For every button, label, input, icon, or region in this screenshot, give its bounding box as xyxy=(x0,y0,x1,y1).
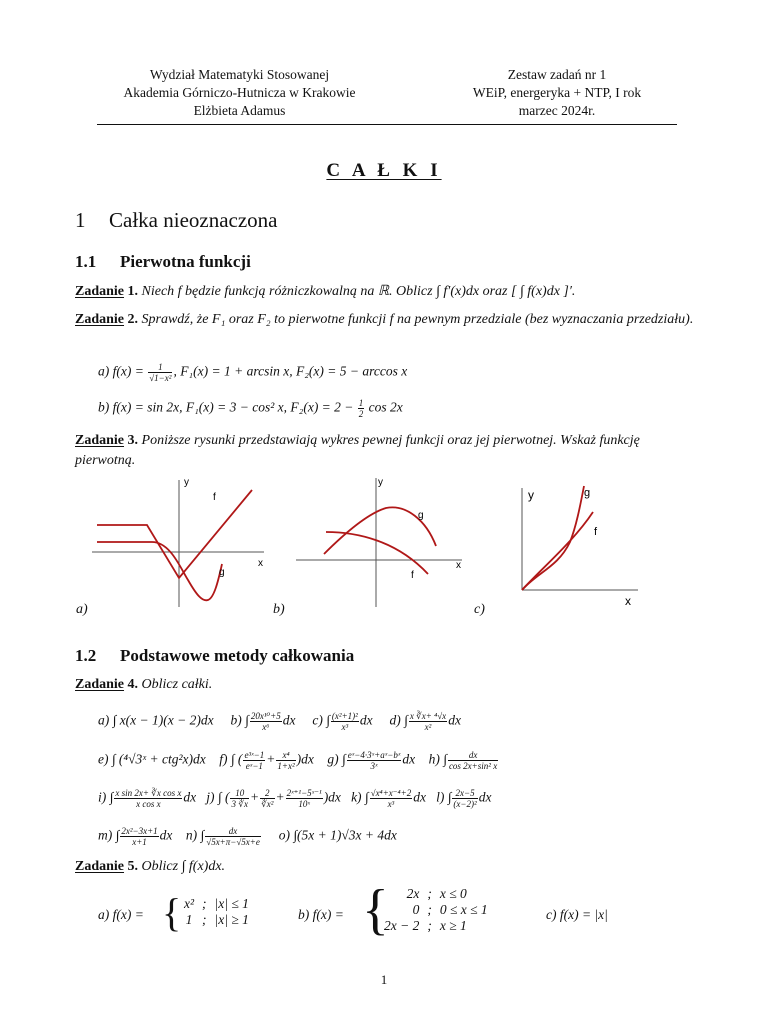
header-right-line-2: WEiP, energeryka + NTP, I rok xyxy=(472,85,642,100)
task-5-a-prefix: a) f(x) = xyxy=(98,907,144,922)
task-4-row-3: i) ∫ $\frac{\text{x sin 2x+ ∛x cos x}}{\text{x cos x}}$ dx j) ∫ ( $\frac{10}{3 ∛x}$ + $\frac{2}{\text{∛x²}}$ + $\frac{\text{2ˣ⁺¹−5ˣ⁻¹}}{\text{10ˣ}}$ )dx k) ∫ $\frac{\text{√x⁴+x⁻⁴+2}}{\text{x³}}$ dx l) ∫ $\frac{2x-5}{\text{(x−2)²}}$ dx xyxy=(98,788,492,809)
caption-b: b) xyxy=(273,602,285,617)
subsection-heading-1-2: 1.2 Podstawowe metody całkowania xyxy=(75,646,355,665)
page-number: 1 xyxy=(380,972,388,987)
task-3: Zadanie 3. Poniższe rysunki przedstawiają wykres pewnej funkcji oraz jej pierwotnej. Wskaż funkcję pierwotną. xyxy=(75,433,640,468)
x-label: x xyxy=(456,560,461,571)
header-left-line-1: Wydział Matematyki Stosowanej xyxy=(149,67,330,82)
caption-a: a) xyxy=(76,602,88,617)
graph-b xyxy=(296,472,476,612)
task-4: Zadanie 4. Oblicz całki. xyxy=(75,677,213,692)
f-label: f xyxy=(411,570,414,581)
task-5: Zadanie 5. Oblicz ∫ f(x)dx. xyxy=(75,859,226,874)
curve-g xyxy=(97,542,222,600)
curve-f xyxy=(97,490,252,578)
task-4-row-2: e) ∫ (⁴√3ˣ + ctg²x)dx f) ∫ ( $\frac{\text{e³ˣ−1}}{\text{eˣ−1}}$ + $\frac{\text{x⁴}}{\text{1+x²}}$ )dx g) ∫ $\frac{\text{eˣ−4·3ˣ+aˣ−bˣ}}{\text{3ˣ}}$ dx h) ∫ $\frac{dx}{\text{cos 2x+sin² x}}$ xyxy=(98,750,498,771)
header-left-line-3: Elżbieta Adamus xyxy=(193,103,286,118)
curve-f xyxy=(522,512,593,590)
task-2-b: b) f(x) = sin 2x, F₁(x) = 3 − cos² x, F₂(x) = 2 − $\frac{1}{2}$ cos 2x xyxy=(98,398,403,419)
task-2-a: a) f(x) = $\frac{1}{\text{√1−x²}}$ , F₁(x) = 1 + arcsin x, F₂(x) = 5 − arccos x xyxy=(98,362,408,383)
g-label: g xyxy=(219,567,225,578)
f-label: f xyxy=(594,526,598,538)
graph-a xyxy=(92,472,272,612)
f-label: f xyxy=(213,492,216,503)
task-5-b-cases: 2x ; x ≤ 0 0 ; 0 ≤ x ≤ 1 2x − 2 ; x ≥ 1 xyxy=(384,886,488,933)
graph-c xyxy=(498,472,658,612)
task-4-row-1: a) ∫ x(x − 1)(x − 2)dx b) ∫ $\frac{\text{20x¹⁰+5}}{\text{x⁶}}$ dx c) ∫ $\frac{\text{(x²+1)²}}{\text{x³}}$ dx d) ∫ $\frac{\text{x ∛x+ ⁴√x}}{\text{x²}}$ dx xyxy=(98,711,461,732)
header-left-line-2: Akademia Górniczo-Hutnicza w Krakowie xyxy=(123,85,356,100)
header-rule xyxy=(97,124,677,125)
y-label: y xyxy=(184,477,189,488)
document-title: C A Ł K I xyxy=(326,160,442,181)
task-5-a-cases: x² ; |x| ≤ 1 1 ; |x| ≥ 1 xyxy=(184,896,249,927)
task-2: Zadanie 2. Sprawdź, że F₁ oraz F₂ to pierwotne funkcji f na pewnym przedziale (bez wyznaczania przedziału). xyxy=(75,312,694,327)
task-5-b-brace: { xyxy=(362,879,389,941)
section-heading: 1 Całka nieoznaczona xyxy=(75,208,278,232)
header-right-line-3: marzec 2024r. xyxy=(518,103,596,118)
header xyxy=(97,66,677,122)
y-label: y xyxy=(378,477,383,488)
task-5-c: c) f(x) = |x| xyxy=(546,907,608,922)
caption-c: c) xyxy=(474,602,485,617)
task-5-a-brace: { xyxy=(162,890,182,935)
x-label: x xyxy=(625,594,631,608)
subsection-heading-1-1: 1.1 Pierwotna funkcji xyxy=(75,252,251,271)
x-label: x xyxy=(258,558,263,569)
header-right-line-1: Zestaw zadań nr 1 xyxy=(507,67,607,82)
task-1: Zadanie 1. Niech f będzie funkcją różniczkowalną na ℝ. Oblicz ∫ f′(x)dx oraz [ ∫ f(x)dx ]′. xyxy=(75,284,576,299)
task-4-row-4: m) ∫ $\frac{\text{2x²−3x+1}}{x+1}$ dx n) ∫ $\frac{dx}{√5x+\pi-√5x+e}$ o) ∫(5x + 1)√3x + 4dx xyxy=(98,826,397,847)
g-label: g xyxy=(584,487,591,499)
g-label: g xyxy=(418,510,424,521)
y-label: y xyxy=(528,488,534,502)
task-5-b-prefix: b) f(x) = xyxy=(298,907,344,922)
